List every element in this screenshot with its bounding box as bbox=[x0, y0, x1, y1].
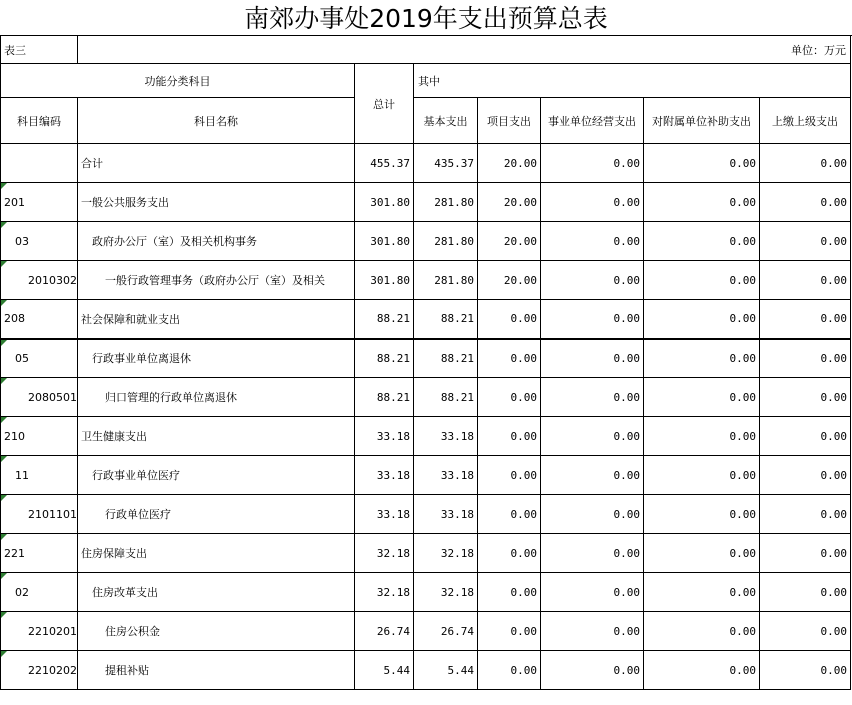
table-row bbox=[1, 378, 851, 417]
project-cell: 0.00 bbox=[478, 300, 541, 339]
subsidy-cell: 0.00 bbox=[644, 612, 760, 651]
subject-name-cell: 行政单位医疗 bbox=[78, 495, 355, 534]
basic-cell: 33.18 bbox=[414, 456, 478, 495]
subject-name-cell: 住房保障支出 bbox=[78, 534, 355, 573]
table-row bbox=[1, 261, 851, 300]
table-row bbox=[1, 456, 851, 495]
total-header: 总计 bbox=[355, 64, 414, 144]
basic-cell: 281.80 bbox=[414, 222, 478, 261]
basic-cell: 281.80 bbox=[414, 261, 478, 300]
subject-code-cell: 05 bbox=[1, 339, 78, 378]
upper-cell: 0.00 bbox=[760, 339, 851, 378]
subsidy-cell: 0.00 bbox=[644, 222, 760, 261]
subject-code-cell: 208 bbox=[1, 300, 78, 339]
project-cell: 0.00 bbox=[478, 612, 541, 651]
basic-cell: 26.74 bbox=[414, 612, 478, 651]
subsidy-cell: 0.00 bbox=[644, 417, 760, 456]
subject-code-cell: 2010302 bbox=[1, 261, 78, 300]
enterprise-cell: 0.00 bbox=[541, 339, 644, 378]
subsidy-cell: 0.00 bbox=[644, 261, 760, 300]
enterprise-cell: 0.00 bbox=[541, 417, 644, 456]
total-cell: 88.21 bbox=[355, 339, 414, 378]
basic-cell: 88.21 bbox=[414, 378, 478, 417]
subject-name-cell: 归口管理的行政单位离退休 bbox=[78, 378, 355, 417]
project-header: 项目支出 bbox=[478, 98, 541, 144]
subject-name-cell: 行政事业单位医疗 bbox=[78, 456, 355, 495]
basic-cell: 33.18 bbox=[414, 417, 478, 456]
subsidy-cell: 0.00 bbox=[644, 300, 760, 339]
total-cell: 33.18 bbox=[355, 456, 414, 495]
subsidy-cell: 0.00 bbox=[644, 378, 760, 417]
table-row bbox=[1, 300, 851, 339]
upper-cell: 0.00 bbox=[760, 378, 851, 417]
project-cell: 0.00 bbox=[478, 378, 541, 417]
enterprise-header: 事业单位经营支出 bbox=[541, 98, 644, 144]
enterprise-cell: 0.00 bbox=[541, 261, 644, 300]
enterprise-cell: 0.00 bbox=[541, 378, 644, 417]
subsidy-cell: 0.00 bbox=[644, 144, 760, 183]
upper-cell: 0.00 bbox=[760, 417, 851, 456]
header-row-2 bbox=[1, 98, 851, 144]
enterprise-cell: 0.00 bbox=[541, 456, 644, 495]
subject-code-cell: 2210202 bbox=[1, 651, 78, 690]
subject-code-cell: 2210201 bbox=[1, 612, 78, 651]
code-header: 科目编码 bbox=[1, 98, 78, 144]
func-group-header: 功能分类科目 bbox=[1, 64, 355, 98]
subject-code-cell: 02 bbox=[1, 573, 78, 612]
upper-cell: 0.00 bbox=[760, 573, 851, 612]
subject-name-cell: 卫生健康支出 bbox=[78, 417, 355, 456]
total-cell: 33.18 bbox=[355, 495, 414, 534]
upper-cell: 0.00 bbox=[760, 183, 851, 222]
subject-name-cell: 社会保障和就业支出 bbox=[78, 300, 355, 339]
subject-code-cell: 201 bbox=[1, 183, 78, 222]
enterprise-cell: 0.00 bbox=[541, 300, 644, 339]
subject-name-cell: 一般公共服务支出 bbox=[78, 183, 355, 222]
basic-header: 基本支出 bbox=[414, 98, 478, 144]
subject-code-cell: 221 bbox=[1, 534, 78, 573]
total-cell: 26.74 bbox=[355, 612, 414, 651]
subsidy-cell: 0.00 bbox=[644, 339, 760, 378]
upper-cell: 0.00 bbox=[760, 300, 851, 339]
subject-code-cell: 210 bbox=[1, 417, 78, 456]
subject-code-cell bbox=[1, 144, 78, 183]
project-cell: 20.00 bbox=[478, 222, 541, 261]
subsidy-cell: 0.00 bbox=[644, 456, 760, 495]
subject-code-cell: 2080501 bbox=[1, 378, 78, 417]
basic-cell: 5.44 bbox=[414, 651, 478, 690]
project-cell: 0.00 bbox=[478, 456, 541, 495]
upper-cell: 0.00 bbox=[760, 456, 851, 495]
basic-cell: 32.18 bbox=[414, 534, 478, 573]
name-header: 科目名称 bbox=[78, 98, 355, 144]
enterprise-cell: 0.00 bbox=[541, 612, 644, 651]
subsidy-cell: 0.00 bbox=[644, 651, 760, 690]
enterprise-cell: 0.00 bbox=[541, 222, 644, 261]
subject-name-cell: 住房公积金 bbox=[78, 612, 355, 651]
page-title: 南郊办事处2019年支出预算总表 bbox=[0, 0, 852, 36]
header-row-1 bbox=[1, 64, 851, 98]
budget-table bbox=[0, 35, 851, 690]
table-number: 表三 bbox=[1, 36, 78, 64]
among-header: 其中 bbox=[414, 64, 851, 98]
subject-name-cell: 合计 bbox=[78, 144, 355, 183]
subject-name-cell: 行政事业单位离退休 bbox=[78, 339, 355, 378]
subsidy-header: 对附属单位补助支出 bbox=[644, 98, 760, 144]
subject-code-cell: 03 bbox=[1, 222, 78, 261]
subject-code-cell: 11 bbox=[1, 456, 78, 495]
project-cell: 0.00 bbox=[478, 651, 541, 690]
total-cell: 88.21 bbox=[355, 378, 414, 417]
project-cell: 0.00 bbox=[478, 495, 541, 534]
upper-cell: 0.00 bbox=[760, 261, 851, 300]
subsidy-cell: 0.00 bbox=[644, 495, 760, 534]
total-cell: 455.37 bbox=[355, 144, 414, 183]
subject-name-cell: 政府办公厅（室）及相关机构事务 bbox=[78, 222, 355, 261]
subsidy-cell: 0.00 bbox=[644, 534, 760, 573]
total-cell: 88.21 bbox=[355, 300, 414, 339]
subject-code-cell: 2101101 bbox=[1, 495, 78, 534]
upper-cell: 0.00 bbox=[760, 495, 851, 534]
total-cell: 5.44 bbox=[355, 651, 414, 690]
total-cell: 301.80 bbox=[355, 183, 414, 222]
upper-header: 上缴上级支出 bbox=[760, 98, 851, 144]
project-cell: 20.00 bbox=[478, 261, 541, 300]
table-body bbox=[1, 144, 851, 690]
enterprise-cell: 0.00 bbox=[541, 534, 644, 573]
table-row bbox=[1, 495, 851, 534]
upper-cell: 0.00 bbox=[760, 534, 851, 573]
table-row bbox=[1, 222, 851, 261]
total-cell: 33.18 bbox=[355, 417, 414, 456]
basic-cell: 88.21 bbox=[414, 300, 478, 339]
table-row bbox=[1, 183, 851, 222]
enterprise-cell: 0.00 bbox=[541, 183, 644, 222]
upper-cell: 0.00 bbox=[760, 612, 851, 651]
basic-cell: 281.80 bbox=[414, 183, 478, 222]
subject-name-cell: 提租补贴 bbox=[78, 651, 355, 690]
upper-cell: 0.00 bbox=[760, 651, 851, 690]
subsidy-cell: 0.00 bbox=[644, 573, 760, 612]
table-row bbox=[1, 144, 851, 183]
table-row bbox=[1, 534, 851, 573]
basic-cell: 33.18 bbox=[414, 495, 478, 534]
subsidy-cell: 0.00 bbox=[644, 183, 760, 222]
total-cell: 301.80 bbox=[355, 222, 414, 261]
table-meta-row bbox=[1, 36, 851, 64]
table-row bbox=[1, 612, 851, 651]
enterprise-cell: 0.00 bbox=[541, 144, 644, 183]
subject-name-cell: 一般行政管理事务（政府办公厅（室）及相关 bbox=[78, 261, 355, 300]
project-cell: 0.00 bbox=[478, 534, 541, 573]
table-row bbox=[1, 573, 851, 612]
enterprise-cell: 0.00 bbox=[541, 495, 644, 534]
upper-cell: 0.00 bbox=[760, 222, 851, 261]
upper-cell: 0.00 bbox=[760, 144, 851, 183]
enterprise-cell: 0.00 bbox=[541, 573, 644, 612]
enterprise-cell: 0.00 bbox=[541, 651, 644, 690]
table-row bbox=[1, 651, 851, 690]
basic-cell: 32.18 bbox=[414, 573, 478, 612]
project-cell: 0.00 bbox=[478, 573, 541, 612]
project-cell: 20.00 bbox=[478, 183, 541, 222]
basic-cell: 88.21 bbox=[414, 339, 478, 378]
basic-cell: 435.37 bbox=[414, 144, 478, 183]
unit-label: 单位：万元 bbox=[78, 36, 851, 64]
total-cell: 301.80 bbox=[355, 261, 414, 300]
project-cell: 20.00 bbox=[478, 144, 541, 183]
table-row bbox=[1, 339, 851, 378]
subject-name-cell: 住房改革支出 bbox=[78, 573, 355, 612]
table-row bbox=[1, 417, 851, 456]
project-cell: 0.00 bbox=[478, 339, 541, 378]
total-cell: 32.18 bbox=[355, 534, 414, 573]
project-cell: 0.00 bbox=[478, 417, 541, 456]
total-cell: 32.18 bbox=[355, 573, 414, 612]
